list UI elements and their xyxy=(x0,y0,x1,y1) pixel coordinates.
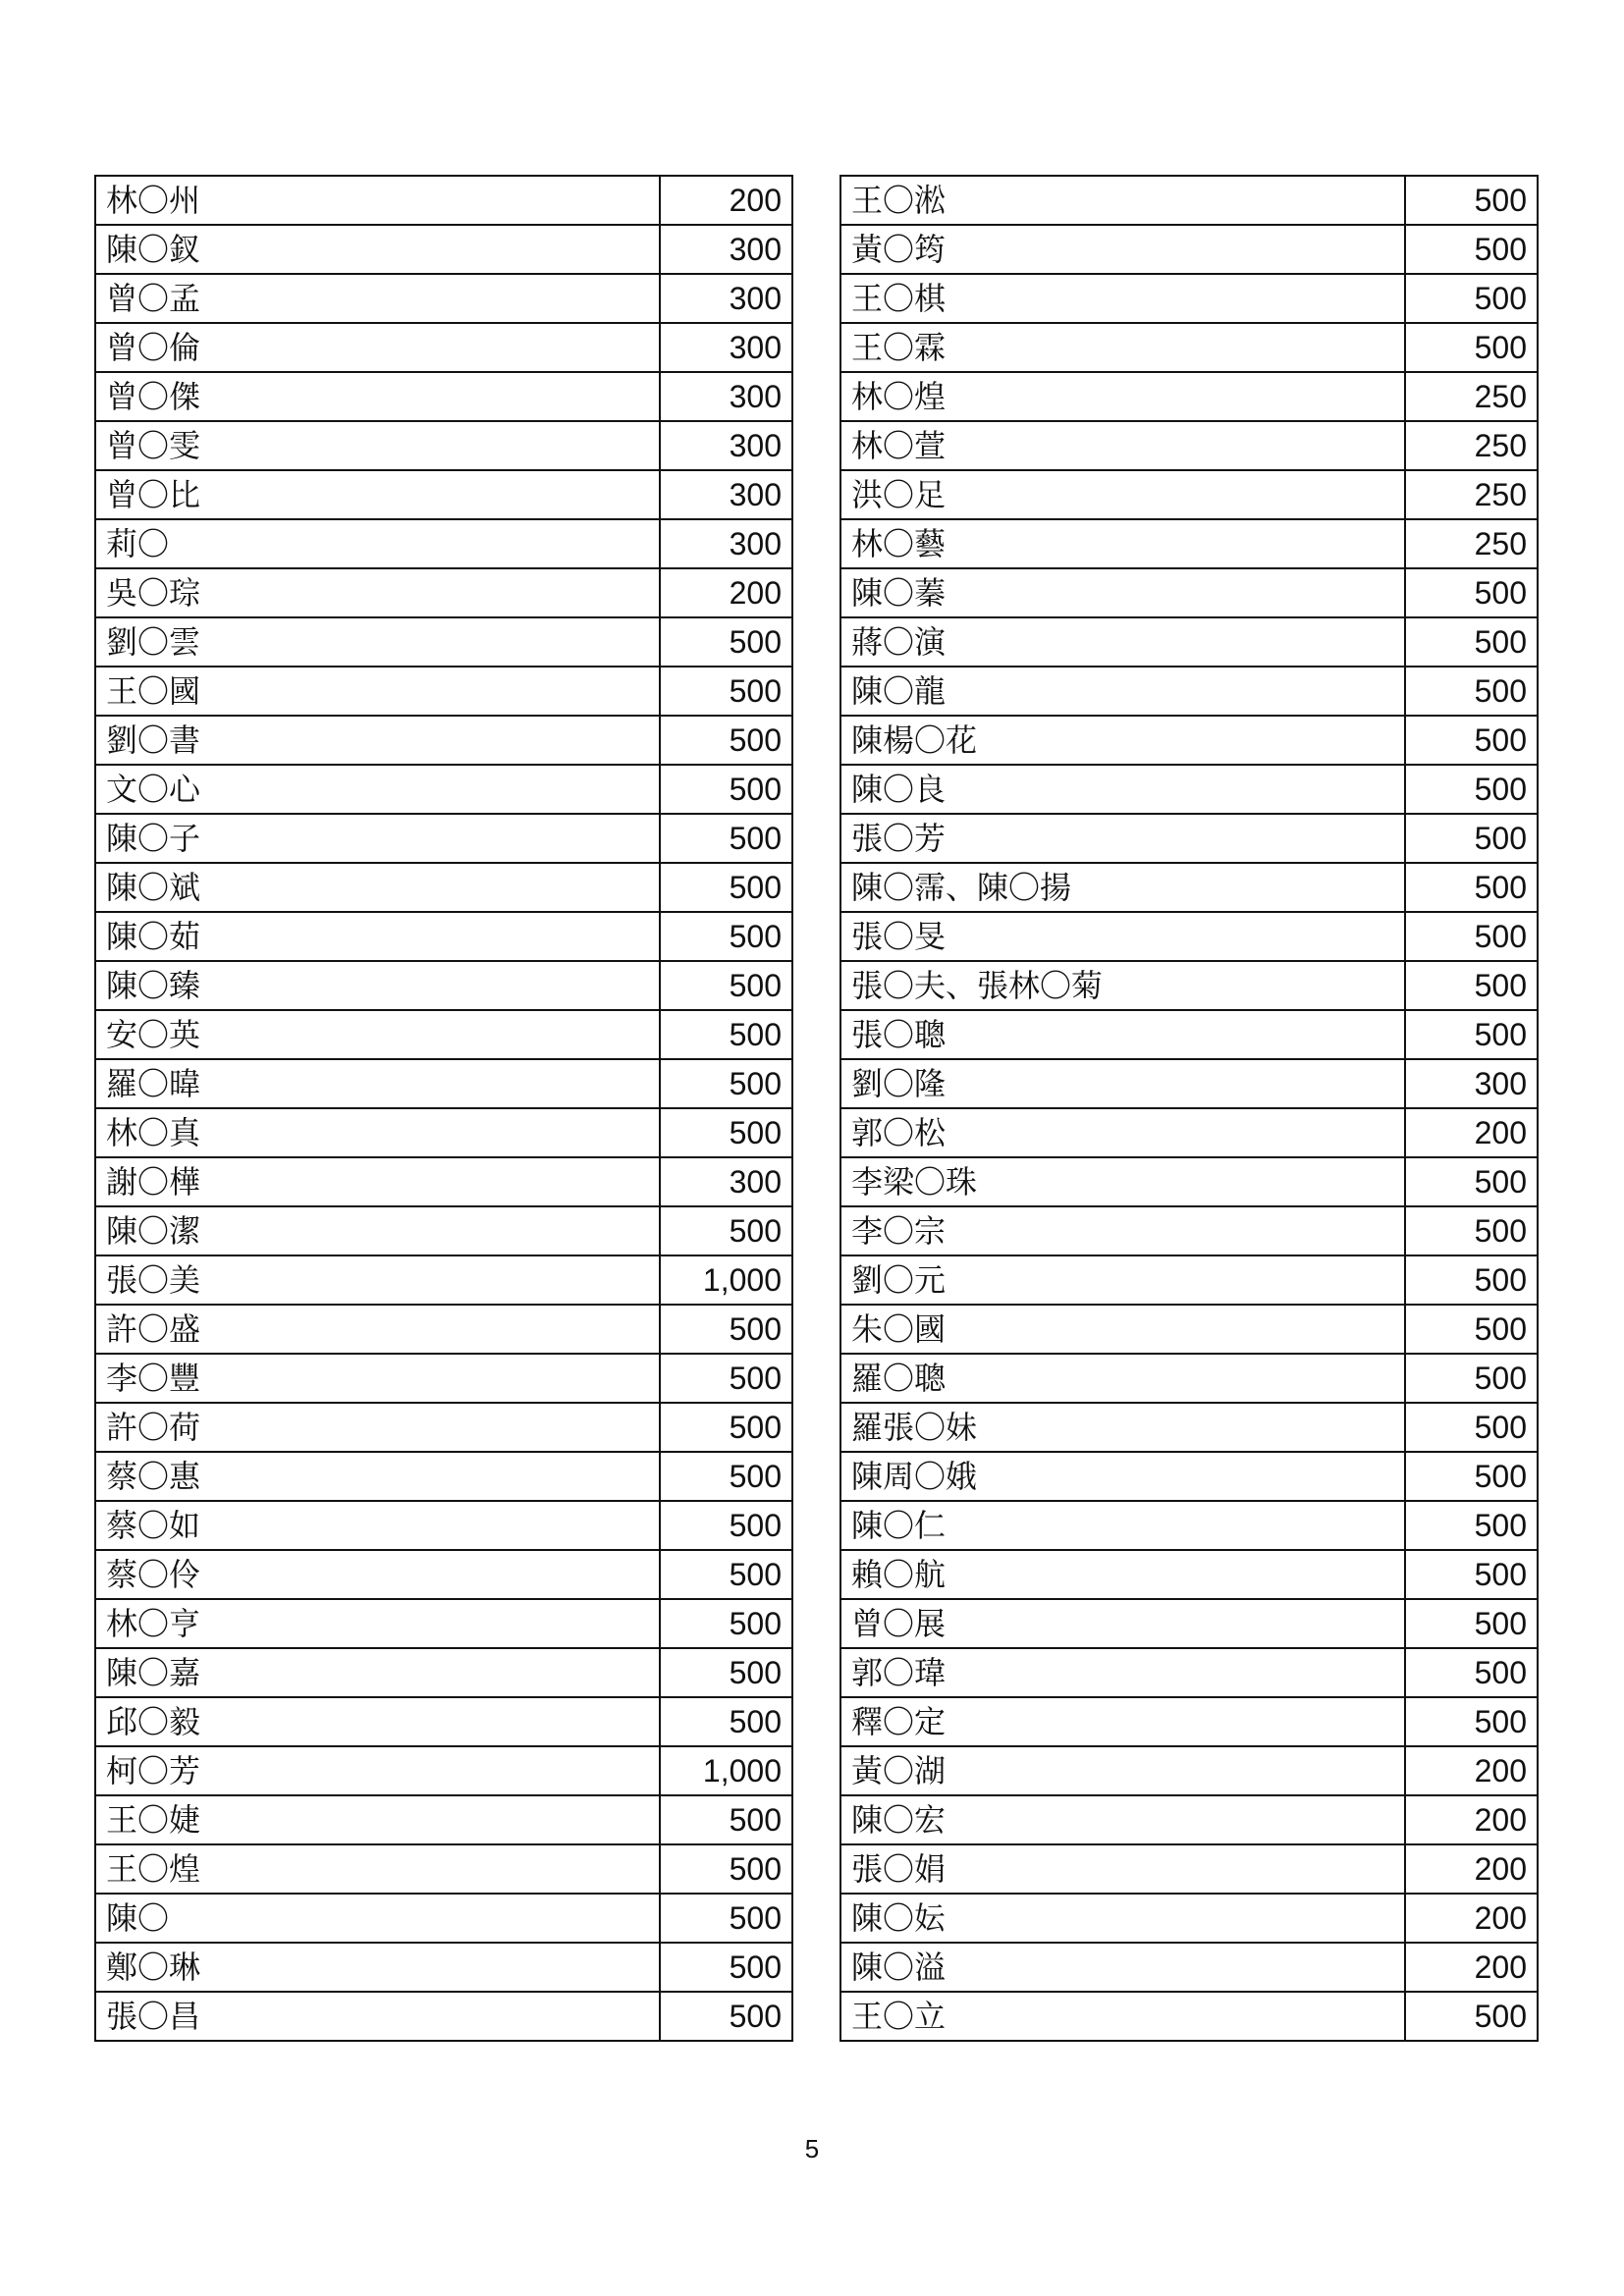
donation-amount: 500 xyxy=(660,863,792,912)
donor-name: 文〇心 xyxy=(95,765,660,814)
donor-name: 陳〇 xyxy=(95,1894,660,1943)
donation-amount: 500 xyxy=(1405,1697,1538,1746)
table-row xyxy=(95,1550,792,1599)
donation-amount: 500 xyxy=(660,1403,792,1452)
donor-name: 張〇昌 xyxy=(95,1992,660,2041)
donor-name: 朱〇國 xyxy=(840,1305,1405,1354)
donation-amount: 500 xyxy=(660,1059,792,1108)
donor-table-right xyxy=(839,175,1539,2042)
donor-name: 陳〇良 xyxy=(840,765,1405,814)
donation-amount: 200 xyxy=(1405,1746,1538,1795)
donation-amount: 200 xyxy=(1405,1795,1538,1844)
donation-amount: 1,000 xyxy=(660,1255,792,1305)
table-row xyxy=(95,961,792,1010)
table-row xyxy=(840,1648,1538,1697)
donor-name: 陳〇茹 xyxy=(95,912,660,961)
donor-name: 陳〇妘 xyxy=(840,1894,1405,1943)
donor-name: 張〇美 xyxy=(95,1255,660,1305)
table-row xyxy=(95,1354,792,1403)
donor-name: 劉〇隆 xyxy=(840,1059,1405,1108)
donor-name: 張〇芳 xyxy=(840,814,1405,863)
donation-amount: 500 xyxy=(660,1697,792,1746)
table-row xyxy=(95,421,792,470)
donor-name: 蔡〇伶 xyxy=(95,1550,660,1599)
donor-name: 林〇煌 xyxy=(840,372,1405,421)
table-row xyxy=(95,274,792,323)
donation-amount: 500 xyxy=(660,667,792,716)
donor-name: 邱〇毅 xyxy=(95,1697,660,1746)
donor-name: 黃〇湖 xyxy=(840,1746,1405,1795)
table-row xyxy=(95,1059,792,1108)
table-row xyxy=(840,1403,1538,1452)
donor-name: 林〇州 xyxy=(95,176,660,225)
table-row xyxy=(95,1943,792,1992)
donation-amount: 500 xyxy=(660,1992,792,2041)
donation-amount: 250 xyxy=(1405,421,1538,470)
donation-amount: 500 xyxy=(1405,176,1538,225)
donation-amount: 500 xyxy=(1405,912,1538,961)
donation-amount: 500 xyxy=(1405,1255,1538,1305)
donor-name: 王〇立 xyxy=(840,1992,1405,2041)
donor-table-left-body xyxy=(95,176,792,2041)
donation-amount: 500 xyxy=(1405,1403,1538,1452)
table-row xyxy=(95,1648,792,1697)
donor-name: 劉〇雲 xyxy=(95,617,660,667)
donor-name: 賴〇航 xyxy=(840,1550,1405,1599)
table-row xyxy=(95,1894,792,1943)
table-row xyxy=(840,519,1538,568)
table-row xyxy=(840,1157,1538,1206)
table-row xyxy=(95,1010,792,1059)
table-row xyxy=(840,1501,1538,1550)
donor-name: 張〇聰 xyxy=(840,1010,1405,1059)
donor-name: 許〇盛 xyxy=(95,1305,660,1354)
table-row xyxy=(95,1599,792,1648)
donation-amount: 500 xyxy=(1405,1992,1538,2041)
donor-name: 莉〇 xyxy=(95,519,660,568)
table-row xyxy=(95,1844,792,1894)
donor-name: 洪〇足 xyxy=(840,470,1405,519)
donor-name: 陳〇斌 xyxy=(95,863,660,912)
donation-amount: 500 xyxy=(1405,274,1538,323)
donation-amount: 500 xyxy=(1405,961,1538,1010)
table-row xyxy=(95,1403,792,1452)
donor-name: 安〇英 xyxy=(95,1010,660,1059)
table-row xyxy=(95,667,792,716)
table-row xyxy=(840,1599,1538,1648)
table-row xyxy=(95,1746,792,1795)
donor-name: 郭〇松 xyxy=(840,1108,1405,1157)
donor-name: 蔡〇惠 xyxy=(95,1452,660,1501)
donation-amount: 500 xyxy=(660,1795,792,1844)
donor-name: 張〇夫、張林〇菊 xyxy=(840,961,1405,1010)
donor-name: 陳楊〇花 xyxy=(840,716,1405,765)
donor-name: 林〇藝 xyxy=(840,519,1405,568)
table-row xyxy=(840,765,1538,814)
table-row xyxy=(840,225,1538,274)
donation-amount: 250 xyxy=(1405,372,1538,421)
donation-amount: 500 xyxy=(660,617,792,667)
table-row xyxy=(840,617,1538,667)
donation-amount: 500 xyxy=(1405,1550,1538,1599)
table-row xyxy=(840,1795,1538,1844)
donation-amount: 500 xyxy=(1405,1452,1538,1501)
donor-name: 曾〇孟 xyxy=(95,274,660,323)
donation-amount: 300 xyxy=(660,519,792,568)
table-row xyxy=(840,1992,1538,2041)
table-row xyxy=(840,1305,1538,1354)
table-row xyxy=(95,519,792,568)
donation-amount: 250 xyxy=(1405,519,1538,568)
donor-name: 陳〇臻 xyxy=(95,961,660,1010)
table-row xyxy=(840,421,1538,470)
donor-name: 陳〇釵 xyxy=(95,225,660,274)
donor-name: 蔡〇如 xyxy=(95,1501,660,1550)
table-row xyxy=(840,716,1538,765)
donation-amount: 200 xyxy=(1405,1108,1538,1157)
table-row xyxy=(840,1943,1538,1992)
table-row xyxy=(95,225,792,274)
donation-amount: 1,000 xyxy=(660,1746,792,1795)
donor-name: 李梁〇珠 xyxy=(840,1157,1405,1206)
donor-name: 陳〇嘉 xyxy=(95,1648,660,1697)
table-row xyxy=(840,1697,1538,1746)
donor-name: 劉〇書 xyxy=(95,716,660,765)
donation-amount: 500 xyxy=(660,1550,792,1599)
donor-name: 陳〇溢 xyxy=(840,1943,1405,1992)
donor-name: 蔣〇演 xyxy=(840,617,1405,667)
donation-amount: 300 xyxy=(660,470,792,519)
donation-amount: 300 xyxy=(660,1157,792,1206)
table-row xyxy=(840,961,1538,1010)
donation-amount: 300 xyxy=(660,225,792,274)
donation-amount: 500 xyxy=(1405,225,1538,274)
donation-amount: 500 xyxy=(660,1452,792,1501)
donation-amount: 500 xyxy=(660,1599,792,1648)
table-row xyxy=(95,1501,792,1550)
table-row xyxy=(95,814,792,863)
table-row xyxy=(840,470,1538,519)
donor-name: 鄭〇琳 xyxy=(95,1943,660,1992)
donation-amount: 500 xyxy=(660,765,792,814)
table-row xyxy=(95,176,792,225)
donor-name: 王〇淞 xyxy=(840,176,1405,225)
donation-amount: 500 xyxy=(1405,1157,1538,1206)
donation-amount: 500 xyxy=(660,912,792,961)
donor-name: 林〇萱 xyxy=(840,421,1405,470)
donor-name: 王〇煌 xyxy=(95,1844,660,1894)
table-row xyxy=(840,1354,1538,1403)
donor-name: 黃〇筠 xyxy=(840,225,1405,274)
donation-amount: 500 xyxy=(660,1108,792,1157)
table-row xyxy=(95,863,792,912)
donation-amount: 200 xyxy=(1405,1943,1538,1992)
donation-amount: 500 xyxy=(660,1010,792,1059)
donation-amount: 500 xyxy=(1405,716,1538,765)
table-row xyxy=(840,1746,1538,1795)
table-row xyxy=(95,1697,792,1746)
donor-name: 王〇霖 xyxy=(840,323,1405,372)
table-row xyxy=(95,1992,792,2041)
page-number: 5 xyxy=(804,2134,820,2163)
donation-amount: 500 xyxy=(1405,863,1538,912)
donation-amount: 200 xyxy=(1405,1844,1538,1894)
donor-name: 張〇娟 xyxy=(840,1844,1405,1894)
table-row xyxy=(840,1844,1538,1894)
donation-amount: 500 xyxy=(1405,1010,1538,1059)
donation-amount: 200 xyxy=(660,176,792,225)
table-row xyxy=(95,1452,792,1501)
table-row xyxy=(95,1206,792,1255)
table-row xyxy=(840,667,1538,716)
donation-amount: 300 xyxy=(1405,1059,1538,1108)
donor-name: 釋〇定 xyxy=(840,1697,1405,1746)
donor-name: 柯〇芳 xyxy=(95,1746,660,1795)
donor-name: 林〇真 xyxy=(95,1108,660,1157)
donation-amount: 500 xyxy=(660,716,792,765)
donation-amount: 500 xyxy=(660,1354,792,1403)
donor-name: 王〇國 xyxy=(95,667,660,716)
table-row xyxy=(840,814,1538,863)
donor-name: 陳〇子 xyxy=(95,814,660,863)
donation-amount: 500 xyxy=(1405,1305,1538,1354)
donation-amount: 500 xyxy=(660,1648,792,1697)
donor-name: 曾〇展 xyxy=(840,1599,1405,1648)
donor-name: 陳〇霈、陳〇揚 xyxy=(840,863,1405,912)
table-row xyxy=(840,1452,1538,1501)
table-row xyxy=(95,1157,792,1206)
table-row xyxy=(840,1206,1538,1255)
table-row xyxy=(95,323,792,372)
donation-amount: 500 xyxy=(1405,568,1538,617)
table-row xyxy=(840,1255,1538,1305)
donation-amount: 500 xyxy=(1405,1354,1538,1403)
table-row xyxy=(95,716,792,765)
donor-name: 李〇宗 xyxy=(840,1206,1405,1255)
donor-name: 羅張〇妹 xyxy=(840,1403,1405,1452)
table-row xyxy=(840,1108,1538,1157)
donation-amount: 500 xyxy=(1405,765,1538,814)
table-row xyxy=(95,470,792,519)
donor-name: 曾〇雯 xyxy=(95,421,660,470)
donation-amount: 300 xyxy=(660,372,792,421)
donor-name: 陳〇蓁 xyxy=(840,568,1405,617)
donor-name: 曾〇比 xyxy=(95,470,660,519)
donor-name: 王〇棋 xyxy=(840,274,1405,323)
donor-name: 曾〇傑 xyxy=(95,372,660,421)
donor-name: 陳〇宏 xyxy=(840,1795,1405,1844)
table-row xyxy=(840,863,1538,912)
table-row xyxy=(840,323,1538,372)
table-row xyxy=(840,568,1538,617)
table-row xyxy=(95,912,792,961)
table-row xyxy=(95,765,792,814)
table-row xyxy=(840,912,1538,961)
donor-name: 許〇荷 xyxy=(95,1403,660,1452)
donation-amount: 500 xyxy=(660,1305,792,1354)
donation-amount: 500 xyxy=(1405,1648,1538,1697)
table-row xyxy=(840,1894,1538,1943)
donation-amount: 500 xyxy=(1405,323,1538,372)
donor-name: 謝〇樺 xyxy=(95,1157,660,1206)
donor-name: 曾〇倫 xyxy=(95,323,660,372)
table-row xyxy=(95,568,792,617)
donation-amount: 500 xyxy=(660,1894,792,1943)
donation-amount: 500 xyxy=(660,1206,792,1255)
donation-amount: 500 xyxy=(1405,814,1538,863)
table-row xyxy=(95,617,792,667)
table-row xyxy=(95,1795,792,1844)
donation-amount: 500 xyxy=(1405,617,1538,667)
donation-amount: 500 xyxy=(660,961,792,1010)
table-row xyxy=(840,1059,1538,1108)
donation-amount: 300 xyxy=(660,274,792,323)
donor-name: 羅〇暐 xyxy=(95,1059,660,1108)
donation-amount: 200 xyxy=(660,568,792,617)
table-row xyxy=(95,1108,792,1157)
donation-amount: 300 xyxy=(660,323,792,372)
donor-name: 陳周〇娥 xyxy=(840,1452,1405,1501)
donation-amount: 500 xyxy=(1405,1206,1538,1255)
donation-amount: 500 xyxy=(1405,1501,1538,1550)
donation-amount: 500 xyxy=(1405,1599,1538,1648)
donor-table-right-body xyxy=(840,176,1538,2041)
donation-amount: 300 xyxy=(660,421,792,470)
table-row xyxy=(840,372,1538,421)
donor-name: 張〇旻 xyxy=(840,912,1405,961)
donation-amount: 200 xyxy=(1405,1894,1538,1943)
table-row xyxy=(840,1550,1538,1599)
table-row xyxy=(95,372,792,421)
donor-name: 王〇婕 xyxy=(95,1795,660,1844)
donor-name: 吳〇琮 xyxy=(95,568,660,617)
donation-amount: 500 xyxy=(660,1501,792,1550)
donor-table-left xyxy=(94,175,793,2042)
donor-name: 陳〇潔 xyxy=(95,1206,660,1255)
donation-amount: 500 xyxy=(660,1844,792,1894)
table-row xyxy=(95,1255,792,1305)
donor-name: 陳〇仁 xyxy=(840,1501,1405,1550)
donor-name: 陳〇龍 xyxy=(840,667,1405,716)
donation-amount: 500 xyxy=(1405,667,1538,716)
table-row xyxy=(840,1010,1538,1059)
table-row xyxy=(95,1305,792,1354)
donor-name: 林〇亨 xyxy=(95,1599,660,1648)
donation-amount: 500 xyxy=(660,814,792,863)
table-row xyxy=(840,176,1538,225)
table-row xyxy=(840,274,1538,323)
donation-amount: 250 xyxy=(1405,470,1538,519)
donor-name: 劉〇元 xyxy=(840,1255,1405,1305)
donor-name: 李〇豐 xyxy=(95,1354,660,1403)
donation-amount: 500 xyxy=(660,1943,792,1992)
donor-name: 羅〇聰 xyxy=(840,1354,1405,1403)
donor-name: 郭〇瑋 xyxy=(840,1648,1405,1697)
